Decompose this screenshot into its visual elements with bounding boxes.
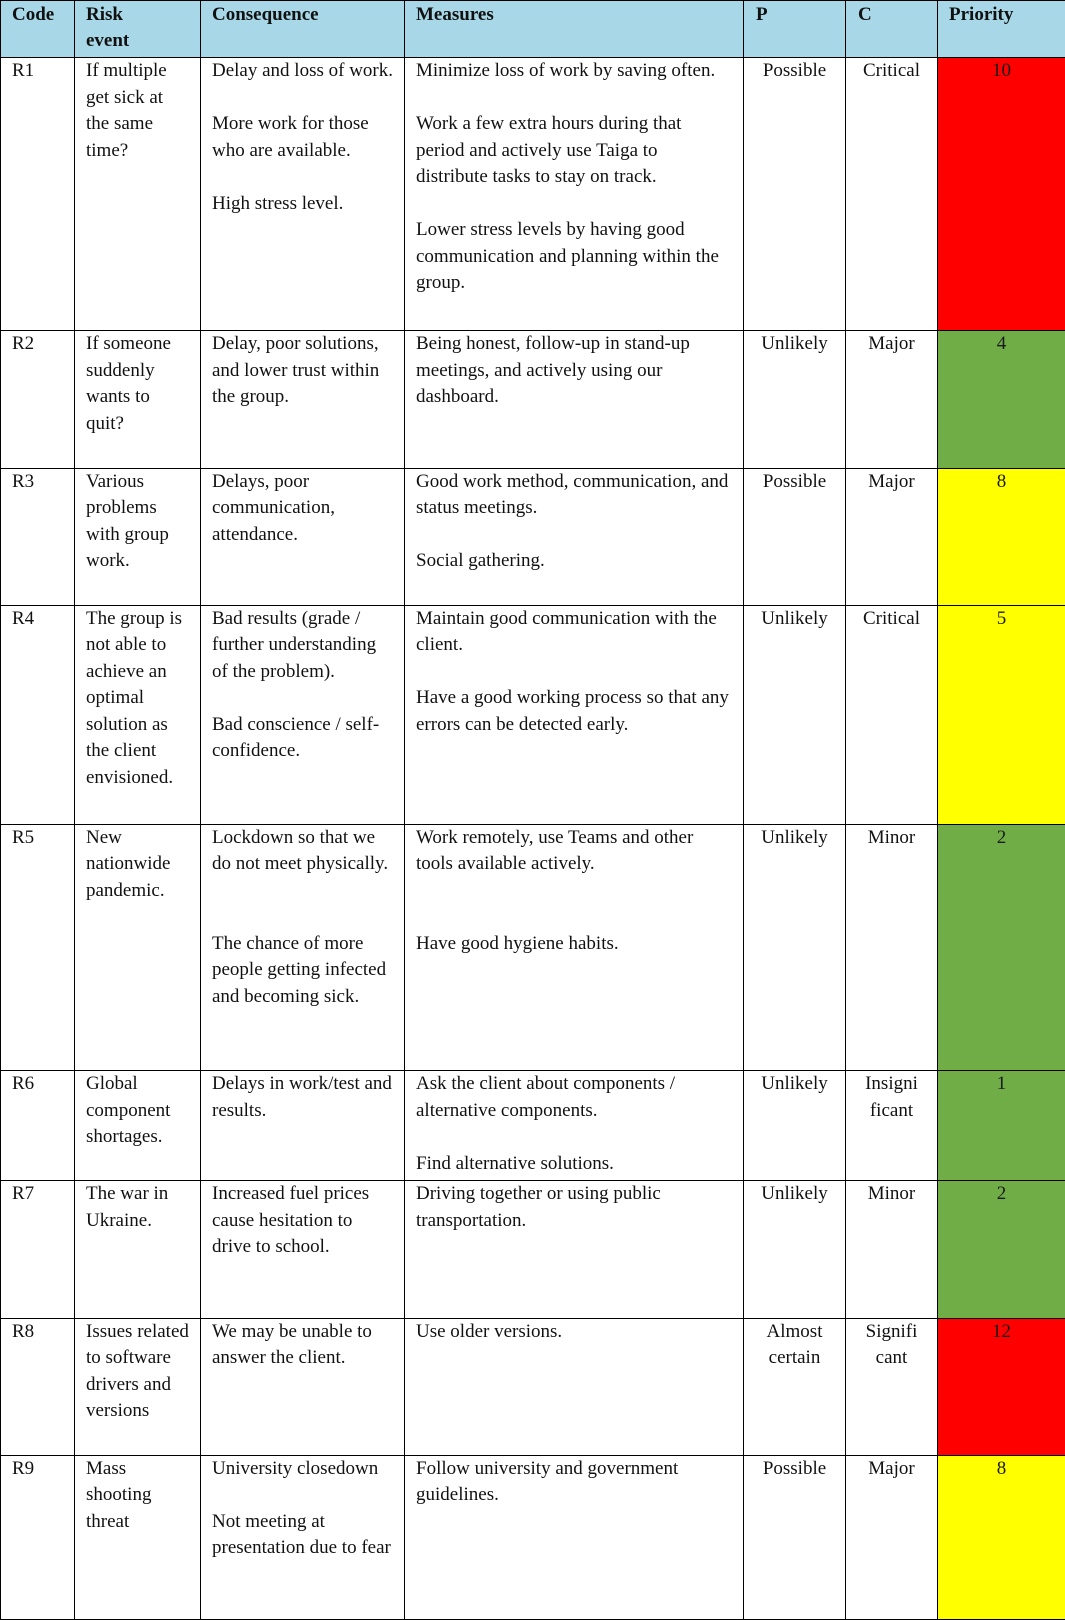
risk-probability [744, 1455, 846, 1619]
risk-probability [744, 1318, 846, 1455]
risk-code-text: R6 [12, 1073, 35, 1095]
risk-measures [405, 1181, 744, 1318]
risk-measures [405, 1071, 744, 1181]
risk-code [1, 58, 75, 331]
risk-priority-text: 8 [996, 470, 1007, 492]
risk-measures [405, 1455, 744, 1619]
risk-row-r8 [1, 1318, 1065, 1455]
risk-probability-text: Possible [762, 470, 827, 492]
risk-row-r5 [1, 824, 1065, 1070]
risk-code-text: R2 [12, 333, 35, 355]
risk-measures-text: Driving together or using public transportation. [416, 1183, 661, 1231]
risk-probability-text: Unlikely [761, 1073, 828, 1095]
risk-priority-cell [938, 1455, 1065, 1619]
risk-priority-cell [938, 468, 1065, 605]
risk-measures-text: Follow university and government guidelines. [416, 1457, 679, 1506]
risk-measures-text: Being honest, follow-up in stand-up meetings, and actively using our dashboard. [416, 333, 690, 408]
risk-consequence-text: We may be unable to answer the client. [212, 1320, 372, 1369]
risk-table-body [1, 58, 1065, 1620]
risk-code [1, 605, 75, 824]
risk-consequence-level-text: Minor [867, 826, 916, 848]
risk-probability-text: Unlikely [761, 1183, 828, 1205]
risk-probability [744, 1181, 846, 1318]
risk-event-text: The group is not able to achieve an optimal solution as the client envisioned. [86, 607, 183, 788]
header-priority: Priority [938, 1, 1065, 58]
risk-consequence-level-text: Critical [863, 607, 920, 629]
risk-consequence [201, 1181, 405, 1318]
risk-code [1, 824, 75, 1070]
risk-event-text: If someone suddenly wants to quit? [86, 333, 171, 434]
risk-measures-text: Minimize loss of work by saving often. Work a few extra hours during that period and actively use Taiga to distribute tasks to stay on track. Lower stress levels by having good communication and planning within the group. [416, 60, 719, 293]
risk-event [75, 58, 201, 331]
risk-event [75, 468, 201, 605]
risk-event-text: Issues related to software drivers and versions [86, 1320, 189, 1422]
risk-code-text: R5 [12, 826, 35, 848]
header-consequence-level: C [846, 1, 938, 58]
risk-consequence [201, 605, 405, 824]
risk-consequence-level [846, 58, 938, 331]
risk-measures [405, 1318, 744, 1455]
risk-measures [405, 824, 744, 1070]
risk-row-r1 [1, 58, 1065, 331]
risk-measures [405, 331, 744, 468]
risk-row-r6 [1, 1071, 1065, 1181]
risk-probability [744, 58, 846, 331]
risk-probability-text: Possible [762, 1457, 827, 1479]
risk-probability-text: Unlikely [761, 826, 828, 848]
risk-consequence-level-text: Major [868, 1457, 915, 1479]
risk-consequence [201, 58, 405, 331]
risk-consequence-text: Delays, poor communication, attendance. [212, 470, 335, 545]
risk-event [75, 1318, 201, 1455]
risk-priority-text: 10 [992, 60, 1011, 81]
risk-probability [744, 331, 846, 468]
risk-consequence-text: Delay, poor solutions, and lower trust within the group. [212, 333, 380, 408]
risk-code [1, 1318, 75, 1455]
risk-code-text: R9 [12, 1457, 35, 1479]
risk-consequence-level-text: Minor [867, 1183, 916, 1205]
risk-consequence-level [846, 468, 938, 605]
risk-event-text: Global component shortages. [86, 1073, 171, 1148]
risk-consequence-text: Lockdown so that we do not meet physically. The chance of more people getting infected and becoming sick. [212, 826, 389, 1007]
header-measures: Measures [405, 1, 744, 58]
risk-priority-cell [938, 331, 1065, 468]
header-row [1, 1, 1065, 58]
risk-code [1, 1181, 75, 1318]
risk-priority-text: 8 [996, 1457, 1007, 1479]
risk-consequence-level [846, 1181, 938, 1318]
risk-consequence-level-text: Critical [863, 60, 920, 81]
risk-consequence-text: Delays in work/test and results. [212, 1073, 392, 1121]
risk-row-r7 [1, 1181, 1065, 1318]
risk-event-text: Various problems with group work. [86, 470, 169, 572]
risk-priority-text: 2 [996, 826, 1007, 848]
risk-consequence-level-text: Major [868, 333, 915, 355]
risk-priority-text: 4 [996, 333, 1007, 355]
header-probability: P [744, 1, 846, 58]
risk-consequence [201, 468, 405, 605]
risk-consequence-level [846, 1071, 938, 1181]
risk-code-text: R8 [12, 1320, 35, 1342]
risk-event [75, 1071, 201, 1181]
risk-row-r3 [1, 468, 1065, 605]
risk-probability [744, 824, 846, 1070]
risk-priority-cell [938, 58, 1065, 331]
header-risk-event-label: Risk event [86, 4, 130, 51]
risk-consequence-level-text: Insigni ficant [865, 1073, 918, 1121]
risk-consequence-level [846, 1455, 938, 1619]
risk-event-text: If multiple get sick at the same time? [86, 60, 167, 161]
risk-code-text: R7 [12, 1183, 35, 1205]
risk-code-text: R3 [12, 470, 35, 492]
header-consequence: Consequence [201, 1, 405, 58]
risk-probability [744, 468, 846, 605]
risk-event-text: Mass shooting threat [86, 1457, 152, 1532]
risk-consequence-text: University closedown Not meeting at presentation due to fear [212, 1457, 391, 1559]
risk-row-r4 [1, 605, 1065, 824]
risk-probability [744, 605, 846, 824]
risk-event [75, 824, 201, 1070]
risk-code-text: R4 [12, 607, 35, 629]
risk-consequence-text: Increased fuel prices cause hesitation to drive to school. [212, 1183, 370, 1258]
risk-probability-text: Possible [762, 60, 827, 81]
risk-probability-text: Unlikely [761, 333, 828, 355]
risk-consequence-level [846, 1318, 938, 1455]
risk-consequence-level [846, 824, 938, 1070]
risk-code [1, 1071, 75, 1181]
risk-measures [405, 468, 744, 605]
risk-code [1, 331, 75, 468]
risk-priority-text: 5 [996, 607, 1007, 629]
risk-consequence [201, 1318, 405, 1455]
risk-row-r2 [1, 331, 1065, 468]
risk-code-text: R1 [12, 60, 35, 81]
risk-measures [405, 58, 744, 331]
risk-consequence [201, 824, 405, 1070]
risk-probability [744, 1071, 846, 1181]
risk-event-text: The war in Ukraine. [86, 1183, 169, 1231]
header-risk-event [75, 1, 201, 58]
risk-event [75, 1455, 201, 1619]
risk-measures [405, 605, 744, 824]
risk-row-r9 [1, 1455, 1065, 1619]
risk-consequence-level-text: Signifi cant [865, 1320, 918, 1369]
risk-measures-text: Work remotely, use Teams and other tools available actively. Have good hygiene habits. [416, 826, 694, 954]
risk-priority-cell [938, 1071, 1065, 1181]
risk-event [75, 1181, 201, 1318]
risk-priority-cell [938, 605, 1065, 824]
risk-priority-text: 1 [996, 1073, 1007, 1095]
header-code: Code [1, 1, 75, 58]
risk-measures-text: Good work method, communication, and status meetings. Social gathering. [416, 470, 729, 572]
risk-consequence [201, 1455, 405, 1619]
risk-consequence-level-text: Major [868, 470, 915, 492]
risk-priority-cell [938, 1318, 1065, 1455]
risk-measures-text: Use older versions. [416, 1320, 563, 1342]
risk-consequence-text: Delay and loss of work. More work for those who are available. High stress level. [212, 60, 393, 214]
risk-priority-text: 2 [996, 1183, 1007, 1205]
risk-consequence-level [846, 331, 938, 468]
risk-measures-text: Maintain good communication with the client. Have a good working process so that any errors can be detected early. [416, 607, 729, 735]
risk-code [1, 1455, 75, 1619]
risk-event-text: New nationwide pandemic. [86, 826, 171, 901]
risk-consequence-text: Bad results (grade / further understanding of the problem). Bad conscience / self-confidence. [212, 607, 380, 762]
risk-priority-cell [938, 824, 1065, 1070]
risk-measures-text: Ask the client about components / alternative components. Find alternative solutions. [416, 1073, 676, 1174]
risk-probability-text: Almost certain [766, 1320, 823, 1369]
risk-probability-text: Unlikely [761, 607, 828, 629]
risk-consequence [201, 1071, 405, 1181]
risk-consequence-level [846, 605, 938, 824]
risk-consequence [201, 331, 405, 468]
risk-event [75, 331, 201, 468]
risk-event [75, 605, 201, 824]
risk-priority-text: 12 [992, 1320, 1011, 1342]
risk-code [1, 468, 75, 605]
risk-priority-cell [938, 1181, 1065, 1318]
